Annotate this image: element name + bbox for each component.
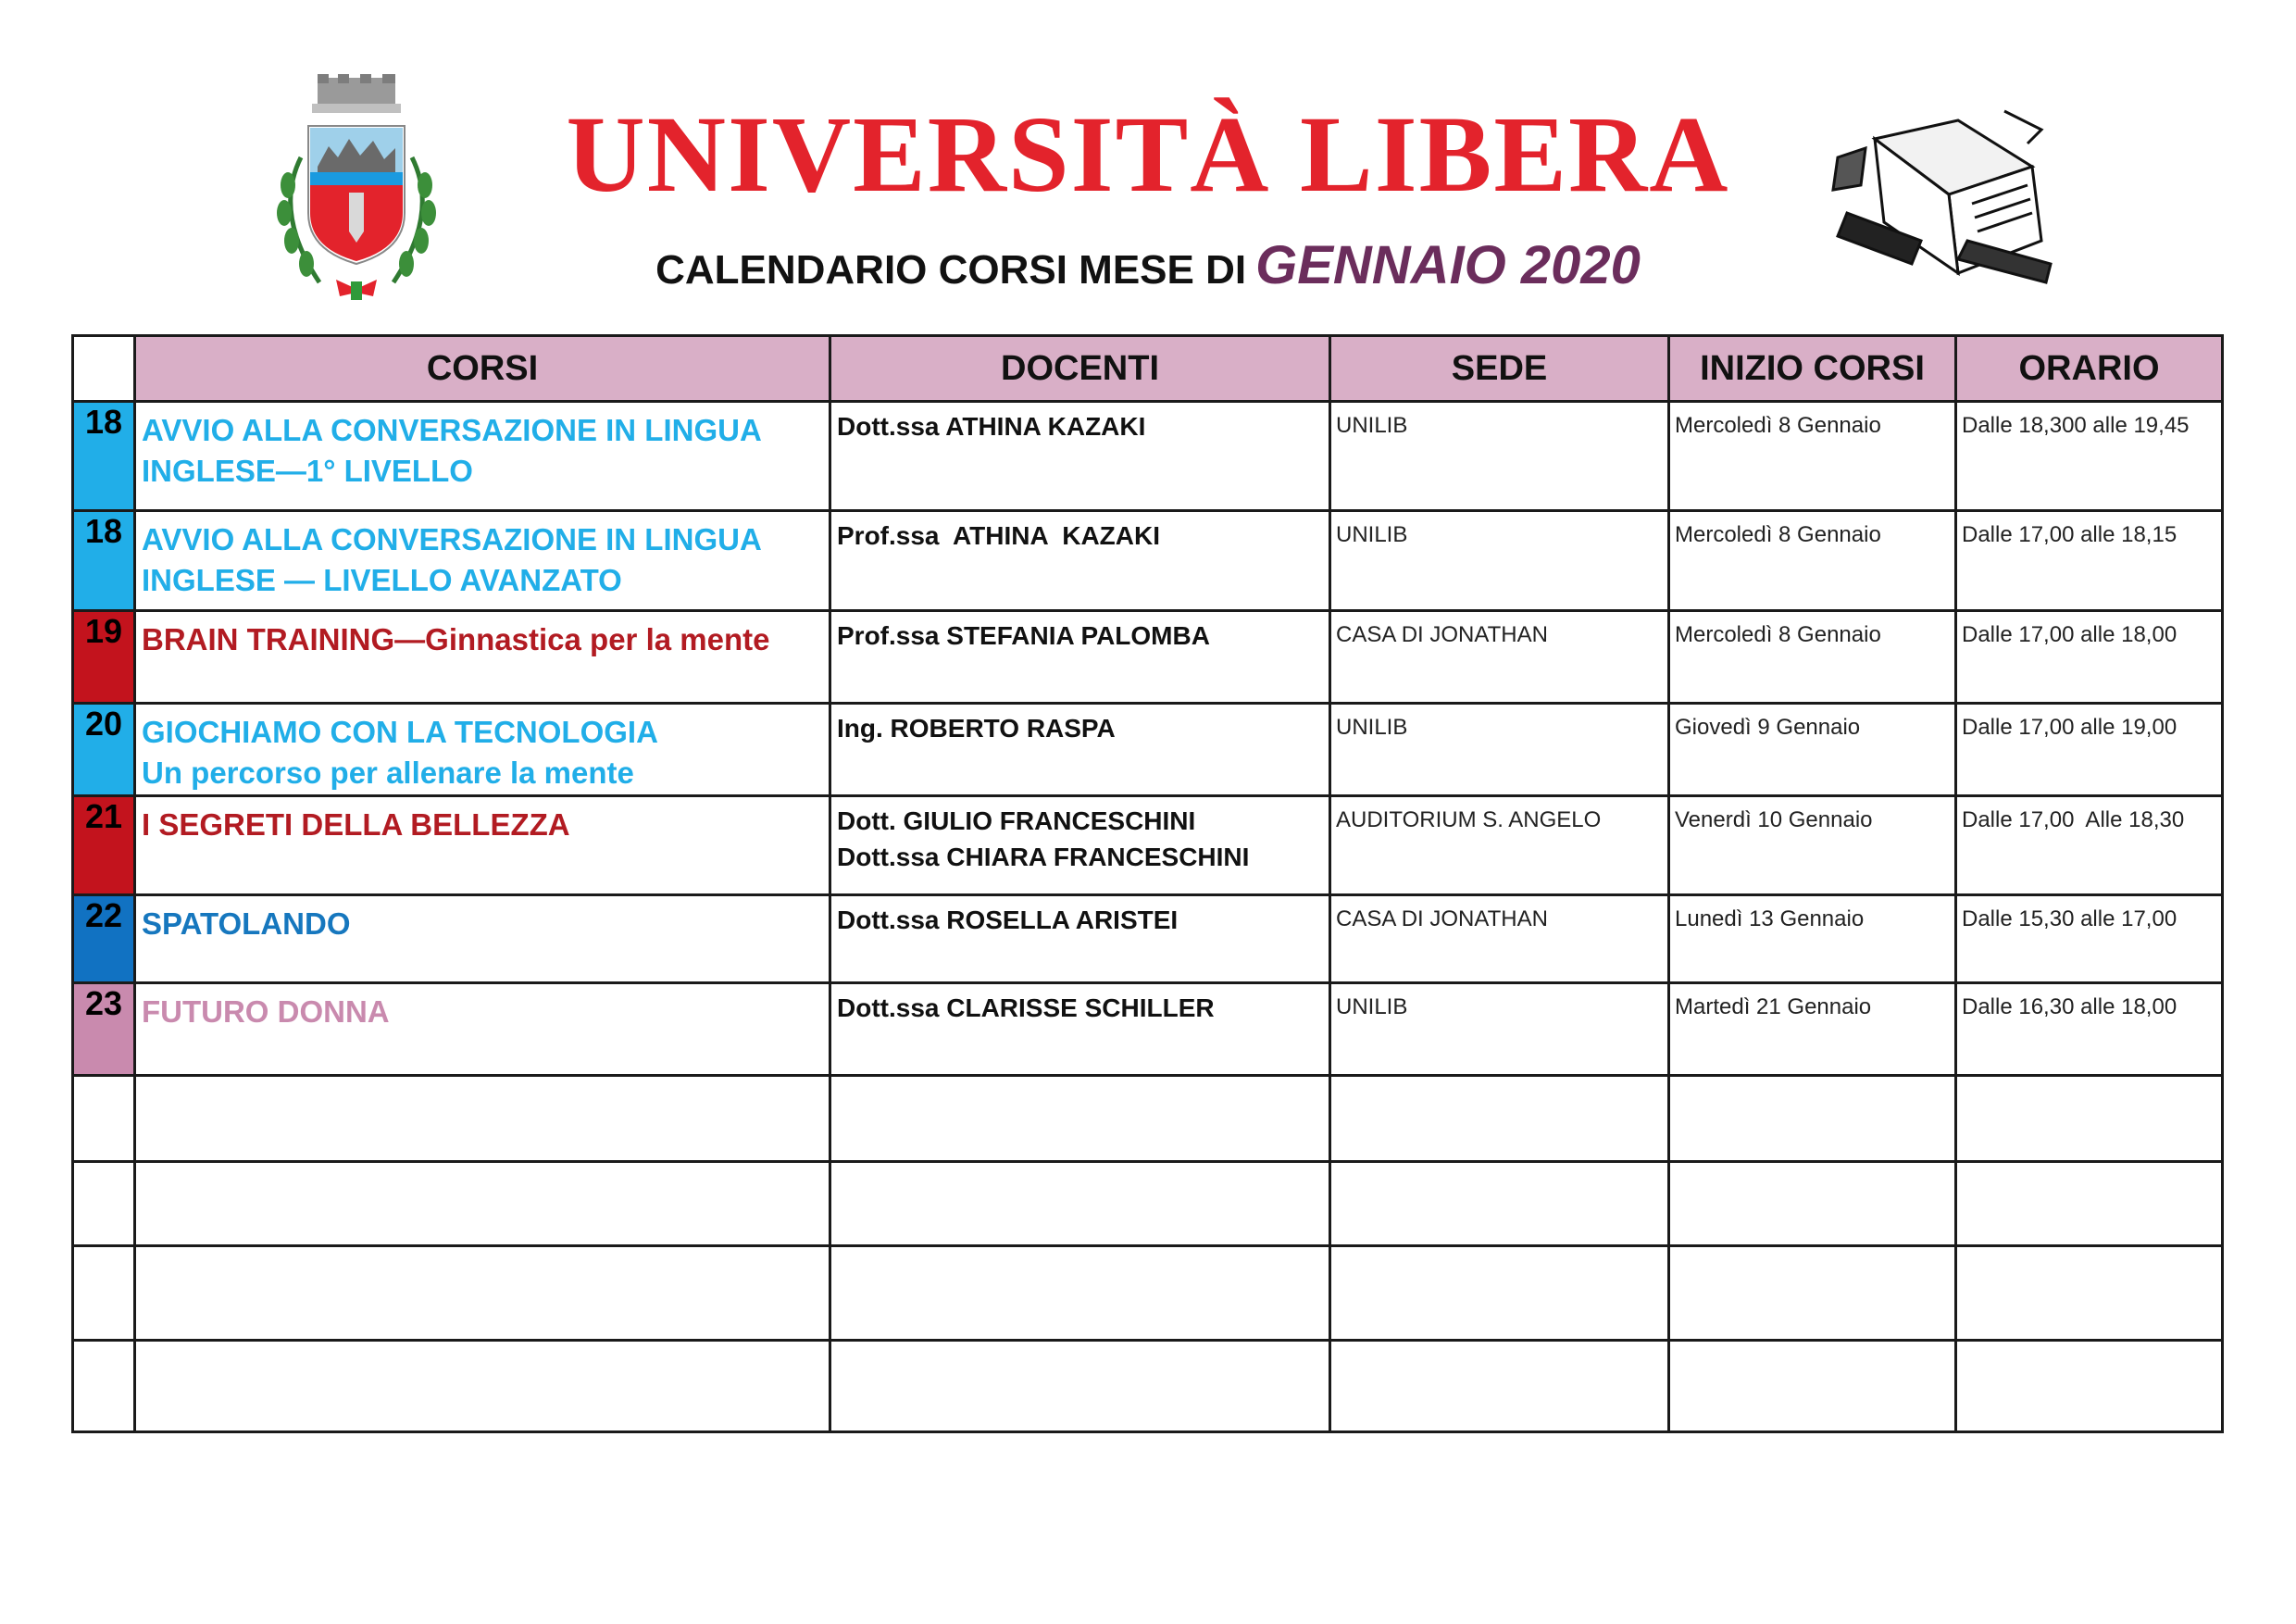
empty-row — [73, 1076, 2223, 1162]
header-sede: SEDE — [1330, 336, 1669, 402]
course-time: Dalle 17,00 alle 19,00 — [1956, 704, 2223, 796]
teacher-name: Dott.ssa ROSELLA ARISTEI — [837, 906, 1179, 934]
empty-cell — [830, 1246, 1330, 1341]
course-venue: CASA DI JONATHAN — [1330, 895, 1669, 983]
course-number: 19 — [73, 611, 135, 704]
table-row — [73, 704, 2223, 796]
empty-cell — [73, 1076, 135, 1162]
empty-cell — [135, 1246, 830, 1341]
course-title — [135, 402, 830, 511]
course-time: Dalle 17,00 Alle 18,30 — [1956, 796, 2223, 895]
course-number: 22 — [73, 895, 135, 983]
table-row — [73, 611, 2223, 704]
table-header-row — [73, 336, 2223, 402]
course-teacher — [830, 983, 1330, 1076]
course-teacher — [830, 895, 1330, 983]
calendar-subtitle — [0, 235, 2296, 295]
course-teacher — [830, 611, 1330, 704]
teacher-name: Prof.ssa ATHINA KAZAKI — [837, 521, 1160, 550]
course-title-line: SPATOLANDO — [142, 906, 351, 941]
empty-cell — [73, 1246, 135, 1341]
course-venue: UNILIB — [1330, 402, 1669, 511]
empty-row — [73, 1162, 2223, 1246]
course-title — [135, 611, 830, 704]
course-time: Dalle 17,00 alle 18,15 — [1956, 511, 2223, 611]
header-number-cell — [73, 336, 135, 402]
course-venue: CASA DI JONATHAN — [1330, 611, 1669, 704]
empty-cell — [830, 1076, 1330, 1162]
empty-cell — [1330, 1341, 1669, 1432]
courses-table — [71, 334, 2224, 1433]
header-corsi: CORSI — [135, 336, 830, 402]
course-title — [135, 511, 830, 611]
course-venue: AUDITORIUM S. ANGELO — [1330, 796, 1669, 895]
empty-cell — [1669, 1246, 1956, 1341]
empty-cell — [830, 1341, 1330, 1432]
course-time: Dalle 17,00 alle 18,00 — [1956, 611, 2223, 704]
table-row — [73, 796, 2223, 895]
teacher-name: Dott.ssa ATHINA KAZAKI — [837, 412, 1146, 441]
course-start: Giovedì 9 Gennaio — [1669, 704, 1956, 796]
table-row — [73, 511, 2223, 611]
course-title — [135, 983, 830, 1076]
course-number: 18 — [73, 511, 135, 611]
header-docenti: DOCENTI — [830, 336, 1330, 402]
empty-cell — [1330, 1076, 1669, 1162]
course-title-line: AVVIO ALLA CONVERSAZIONE IN LINGUA — [142, 522, 762, 556]
empty-cell — [830, 1162, 1330, 1246]
empty-cell — [135, 1341, 830, 1432]
course-teacher — [830, 511, 1330, 611]
course-start: Mercoledì 8 Gennaio — [1669, 402, 1956, 511]
course-title-line: I SEGRETI DELLA BELLEZZA — [142, 807, 570, 842]
course-title — [135, 895, 830, 983]
course-start: Martedì 21 Gennaio — [1669, 983, 1956, 1076]
course-title-line: AVVIO ALLA CONVERSAZIONE IN LINGUA — [142, 413, 762, 447]
teacher-name: Dott.ssa CLARISSE SCHILLER — [837, 993, 1215, 1022]
subtitle-text: CALENDARIO CORSI MESE DI — [655, 247, 1247, 293]
course-start: Mercoledì 8 Gennaio — [1669, 511, 1956, 611]
page-title: UNIVERSITÀ LIBERA — [566, 94, 1730, 215]
empty-cell — [1956, 1076, 2223, 1162]
course-time: Dalle 16,30 alle 18,00 — [1956, 983, 2223, 1076]
table-row — [73, 402, 2223, 511]
empty-cell — [1956, 1162, 2223, 1246]
course-time: Dalle 18,300 alle 19,45 — [1956, 402, 2223, 511]
empty-cell — [1330, 1246, 1669, 1341]
table-row — [73, 895, 2223, 983]
course-venue: UNILIB — [1330, 511, 1669, 611]
course-title-line: INGLESE — LIVELLO AVANZATO — [142, 563, 622, 597]
course-teacher — [830, 796, 1330, 895]
course-number: 21 — [73, 796, 135, 895]
teacher-name: Ing. ROBERTO RASPA — [837, 714, 1116, 743]
course-title-line: FUTURO DONNA — [142, 994, 390, 1029]
course-number: 20 — [73, 704, 135, 796]
teacher-name: Prof.ssa STEFANIA PALOMBA — [837, 621, 1210, 650]
course-start: Mercoledì 8 Gennaio — [1669, 611, 1956, 704]
course-time: Dalle 15,30 alle 17,00 — [1956, 895, 2223, 983]
empty-cell — [135, 1076, 830, 1162]
teacher-name: Dott. GIULIO FRANCESCHINI — [837, 806, 1196, 835]
course-start: Lunedì 13 Gennaio — [1669, 895, 1956, 983]
course-venue: UNILIB — [1330, 704, 1669, 796]
table-row — [73, 983, 2223, 1076]
course-title — [135, 704, 830, 796]
course-start: Venerdì 10 Gennaio — [1669, 796, 1956, 895]
header-orario: ORARIO — [1956, 336, 2223, 402]
subtitle-month: GENNAIO 2020 — [1255, 235, 1641, 295]
empty-cell — [1956, 1246, 2223, 1341]
empty-cell — [73, 1341, 135, 1432]
course-teacher — [830, 402, 1330, 511]
empty-cell — [1669, 1162, 1956, 1246]
empty-cell — [135, 1162, 830, 1246]
teacher-name: Dott.ssa CHIARA FRANCESCHINI — [837, 843, 1250, 871]
empty-cell — [1330, 1162, 1669, 1246]
empty-cell — [1669, 1341, 1956, 1432]
course-title-line: Un percorso per allenare la mente — [142, 756, 634, 790]
empty-cell — [73, 1162, 135, 1246]
course-title-line: GIOCHIAMO CON LA TECNOLOGIA — [142, 715, 658, 749]
course-title-line: BRAIN TRAINING—Ginnastica per la mente — [142, 622, 770, 656]
course-number: 18 — [73, 402, 135, 511]
empty-cell — [1669, 1076, 1956, 1162]
course-title-line: INGLESE—1° LIVELLO — [142, 454, 473, 488]
course-venue: UNILIB — [1330, 983, 1669, 1076]
header-inizio-corsi: INIZIO CORSI — [1669, 336, 1956, 402]
course-title — [135, 796, 830, 895]
empty-row — [73, 1341, 2223, 1432]
empty-row — [73, 1246, 2223, 1341]
course-number: 23 — [73, 983, 135, 1076]
empty-cell — [1956, 1341, 2223, 1432]
course-teacher — [830, 704, 1330, 796]
